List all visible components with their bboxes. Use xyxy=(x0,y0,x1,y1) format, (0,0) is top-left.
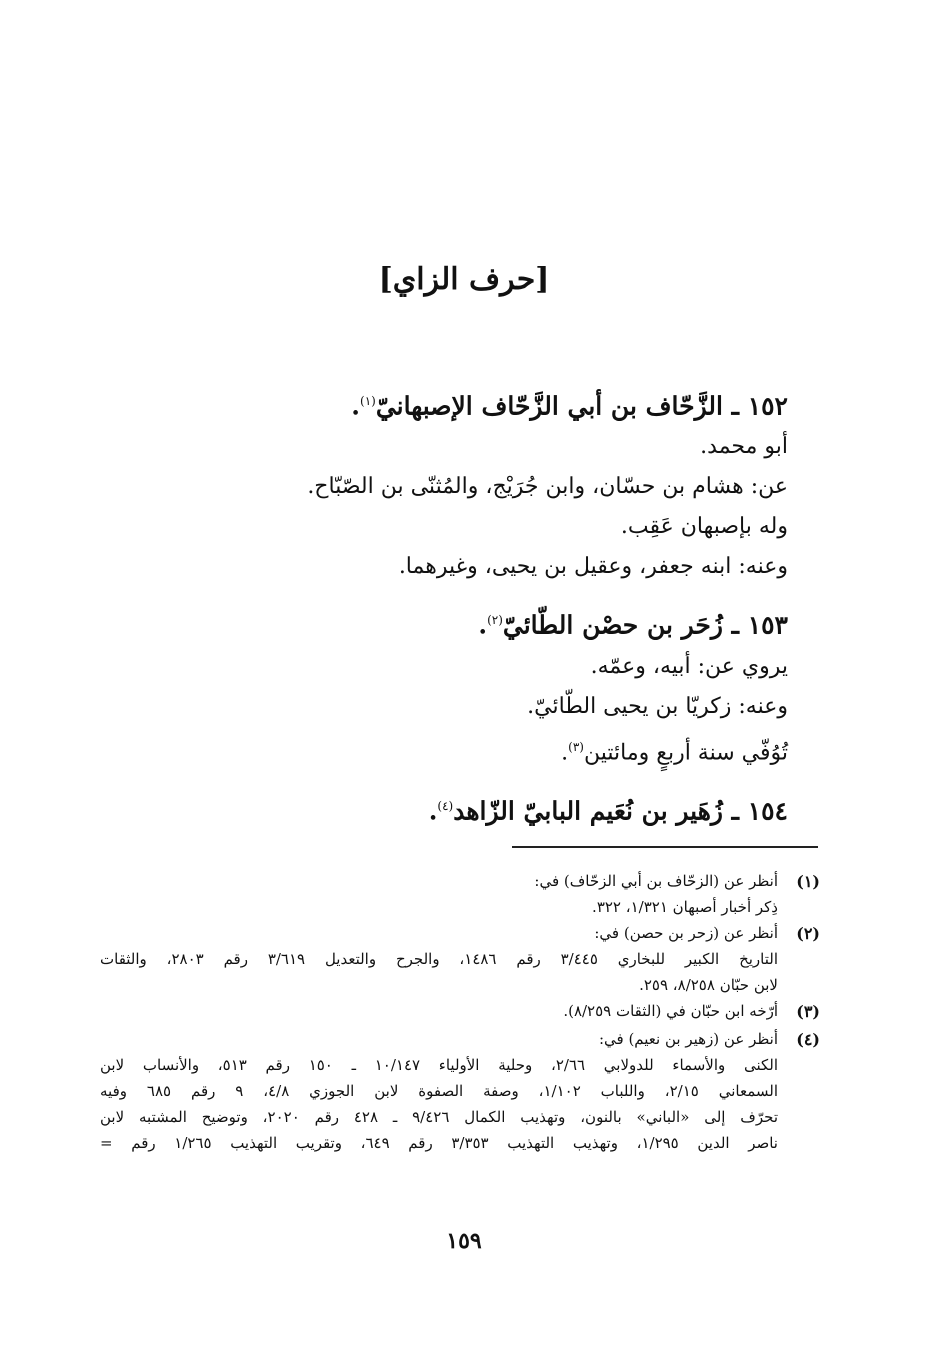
entry-heading xyxy=(118,599,788,646)
footnote-line: أرّخه ابن حبّان في (الثقات ٨/٢٥٩). xyxy=(563,1002,778,1020)
footnote-2 xyxy=(100,920,820,998)
footnote-line: ناصر الدين ١/٢٩٥، وتهذيب التهذيب ٣/٣٥٣ رقم ٦٤٩، وتقريب التهذيب ١/٢٦٥ رقم = xyxy=(100,1134,778,1152)
entry-line: وعنه: زكريّا بن يحيى الطّائيّ. xyxy=(527,693,788,719)
entry-line: يروي عن: أبيه، وعمّه. xyxy=(590,653,788,679)
entry-heading-text: ١٥٣ ـ زُحَر بن حصْن الطّائيّ xyxy=(502,610,788,640)
footnote-line: أنظر عن (زهير بن نعيم) في: xyxy=(598,1030,778,1048)
footnote-line: أنظر عن (الزحّاف بن أبي الزحّاف) في: xyxy=(534,872,778,890)
entry-heading xyxy=(118,785,788,832)
footnote-4 xyxy=(100,1026,820,1156)
entry-heading-end: . xyxy=(478,610,488,640)
page-title: [حرف الزاي] xyxy=(378,262,550,297)
entries xyxy=(118,380,788,832)
entry-heading-text: ١٥٢ ـ الزَّحّاف بن أبي الزَّحّاف الإصبهانيّ xyxy=(375,391,788,421)
footnote-ref[interactable]: (٤) xyxy=(437,798,454,813)
death-text: تُوُفّي سنة أربعٍ ومائتين xyxy=(583,739,788,765)
footnote-ref[interactable]: (٣) xyxy=(568,739,584,754)
entry-153 xyxy=(118,599,788,773)
footnote-line: السمعاني ٢/١٥، واللباب ١/١٠٢، وصفة الصفوة لابن الجوزي ٤/٨، ٩ رقم ٦٨٥ وفيه xyxy=(100,1082,779,1100)
footnote-divider xyxy=(512,846,818,848)
footnote-1 xyxy=(100,868,820,920)
entry-line: أبو محمد. xyxy=(700,434,788,460)
entry-heading xyxy=(118,380,788,427)
footnote-line: تحرّف إلى «الباني» بالنون، وتهذيب الكمال ٩/٤٢٦ ـ ٤٢٨ رقم ٢٠٢٠، وتوضيح المشتبه لابن xyxy=(100,1108,778,1126)
footnote-line: أنظر عن (زحر بن حصن) في: xyxy=(594,924,778,942)
entry-death-line xyxy=(118,727,788,773)
entry-heading-end: . xyxy=(428,796,438,826)
entry-152 xyxy=(118,380,788,587)
footnotes xyxy=(100,868,820,1156)
entry-heading-end: . xyxy=(351,391,360,421)
entry-line: وعنه: ابنه جعفر، وعقيل بن يحيى، وغيرهما. xyxy=(398,554,788,580)
footnote-line: ذِكر أخبار أصبهان ١/٣٢١، ٣٢٢. xyxy=(592,898,778,916)
footnote-number: (١) xyxy=(796,872,820,891)
footnote-number: (٣) xyxy=(796,1002,820,1021)
footnote-ref[interactable]: (١) xyxy=(360,394,376,408)
entry-line: عن: هشام بن حسّان، وابن جُرَيْج، والمُثنّى بن الصّبّاح. xyxy=(307,474,788,500)
footnote-line: الكنى والأسماء للدولابي ٢/٦٦، وحلية الأولياء ١٠/١٤٧ ـ ١٥٠ رقم ٥١٣، والأنساب لابن xyxy=(100,1056,779,1074)
footnote-3 xyxy=(100,998,820,1026)
footnote-ref[interactable]: (٢) xyxy=(487,613,503,628)
death-end: . xyxy=(561,739,569,765)
page-number: ١٥٩ xyxy=(446,1228,482,1254)
entry-heading-text: ١٥٤ ـ زُهَير بن نُعَيم البابيّ الزّاهد xyxy=(453,796,788,826)
footnote-line: لابن حبّان ٨/٢٥٨، ٢٥٩. xyxy=(639,976,778,994)
footnote-line: التاريخ الكبير للبخاري ٣/٤٤٥ رقم ١٤٨٦، والجرح والتعديل ٣/٦١٩ رقم ٢٨٠٣، والثقات xyxy=(100,950,779,968)
entry-line: وله بإصبهان عَقِب. xyxy=(620,514,788,540)
footnote-number: (٤) xyxy=(796,1030,820,1049)
footnote-number: (٢) xyxy=(796,924,820,943)
entry-154 xyxy=(118,785,788,832)
